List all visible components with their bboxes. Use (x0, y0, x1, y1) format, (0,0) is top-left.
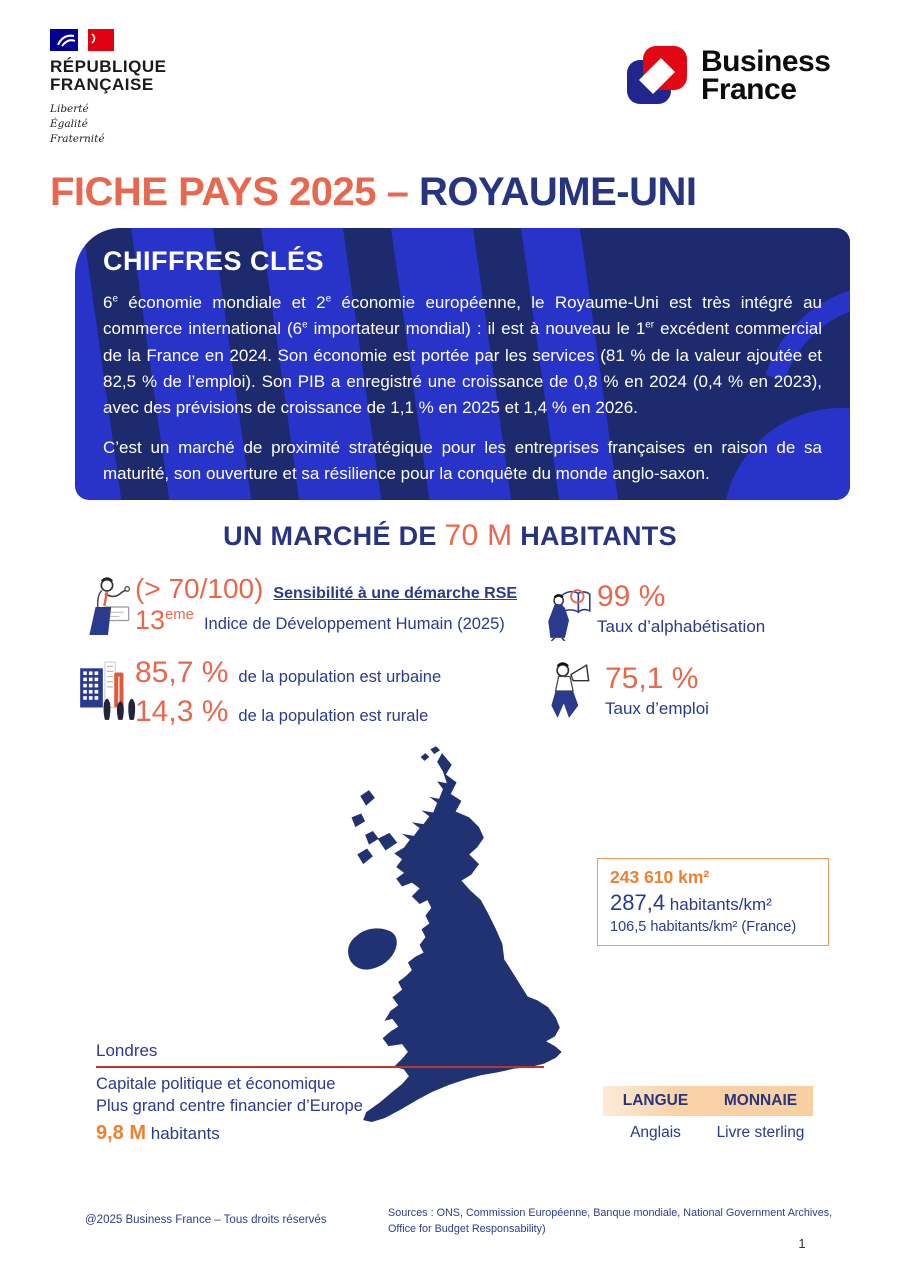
rse-label: Sensibilité à une démarche RSE (273, 585, 518, 602)
urban-label: de la population est urbaine (238, 668, 442, 686)
republique-francaise-logo (50, 28, 166, 147)
employment-value: 75,1 % (605, 662, 699, 695)
chiffres-cles-panel (75, 228, 850, 500)
hdi-label: Indice de Développement Humain (2025) (203, 615, 505, 633)
stat-urban (135, 656, 441, 690)
language-header: LANGUE (622, 1092, 689, 1109)
urban-value: 85,7 % (135, 656, 229, 689)
stat-rse-hdi (135, 573, 517, 636)
literacy-value: 99 % (597, 580, 666, 613)
page-number: 1 (798, 1236, 806, 1251)
sources-text: Sources : ONS, Commission Européenne, Banque mondiale, National Government Archives, Office for Budget Responsability) (388, 1207, 833, 1235)
stat-literacy (597, 580, 765, 637)
currency-value: Livre sterling (716, 1124, 805, 1141)
copyright-text: @2025 Business France – Tous droits réservés (85, 1214, 327, 1226)
french-flag-icon (50, 28, 116, 52)
stat-rse (135, 573, 517, 605)
london-population-label: habitants (146, 1123, 220, 1143)
language-value: Anglais (630, 1124, 681, 1141)
stat-rural (135, 695, 441, 729)
chiffres-cles-heading: CHIFFRES CLÉS (103, 246, 325, 276)
employment-label: Taux d’emploi (605, 699, 709, 718)
business-france-wordmark: Business France (701, 44, 831, 106)
person-presenting-icon (84, 576, 132, 636)
person-megaphone-icon (546, 660, 594, 720)
title-country: ROYAUME-UNI (418, 170, 697, 214)
density-france: 106,5 habitants/km² (France) (610, 919, 797, 935)
area-density-box (597, 858, 829, 946)
rural-label: de la population est rurale (238, 707, 429, 725)
london-description: Capitale politique et économique Plus grand centre financier d’Europe (96, 1075, 363, 1116)
literacy-label: Taux d’alphabétisation (597, 617, 766, 636)
area-value: 243 610 km² (610, 867, 710, 887)
person-reading-icon (545, 585, 591, 641)
language-currency-table (603, 1086, 813, 1142)
london-name: Londres (96, 1041, 158, 1060)
business-france-icon (625, 44, 689, 108)
london-callout (96, 1041, 396, 1145)
republique-name: RÉPUBLIQUE FRANÇAISE (50, 57, 167, 94)
rse-value: (> 70/100) (135, 573, 264, 604)
currency-header: MONNAIE (723, 1092, 798, 1109)
market-population: 70 M (444, 519, 513, 552)
city-buildings-icon (78, 658, 138, 724)
market-heading-prefix: UN MARCHÉ DE (223, 521, 445, 551)
london-population (96, 1122, 396, 1145)
stat-employment (605, 662, 709, 719)
london-population-value: 9,8 M (96, 1121, 147, 1144)
density-value: 287,4 habitants/km² (610, 890, 772, 915)
republique-motto: Liberté Égalité Fraternité (50, 102, 105, 146)
facts-table-header (603, 1086, 813, 1116)
title-prefix: FICHE PAYS 2025 – (50, 170, 419, 214)
rural-value: 14,3 % (135, 695, 229, 728)
stat-hdi (135, 605, 517, 636)
page-title (50, 170, 696, 215)
business-france-logo (625, 44, 830, 108)
market-heading (0, 519, 900, 553)
stat-urban-rural (135, 656, 441, 734)
key-figures-paragraph-1: 6e économie mondiale et 2e économie européenne, le Royaume-Uni est très intégré au commerce international (6e importateur mondial) : il est à nouveau le 1er excédent commercial de la France en 2024. Son économie est portée par les services (81 % de la valeur ajoutée et 82,5 % de l’emploi). Son PIB a enregistré une croissance de 0,8 % en 2024 (0,4 % en 2023), avec des prévisions de croissance de 1,1 % en 2025 et 1,4 % en 2026. (103, 293, 822, 418)
facts-table-values (603, 1124, 813, 1142)
hdi-value: 13eme (135, 605, 194, 635)
key-figures-paragraph-2: C’est un marché de proximité stratégique pour les entreprises françaises en raison de sa maturité, son ouverture et sa résilience pour la conquête du monde anglo-saxon. (103, 437, 822, 484)
chiffres-cles-content (75, 228, 850, 500)
market-heading-suffix: HABITANTS (512, 521, 677, 551)
